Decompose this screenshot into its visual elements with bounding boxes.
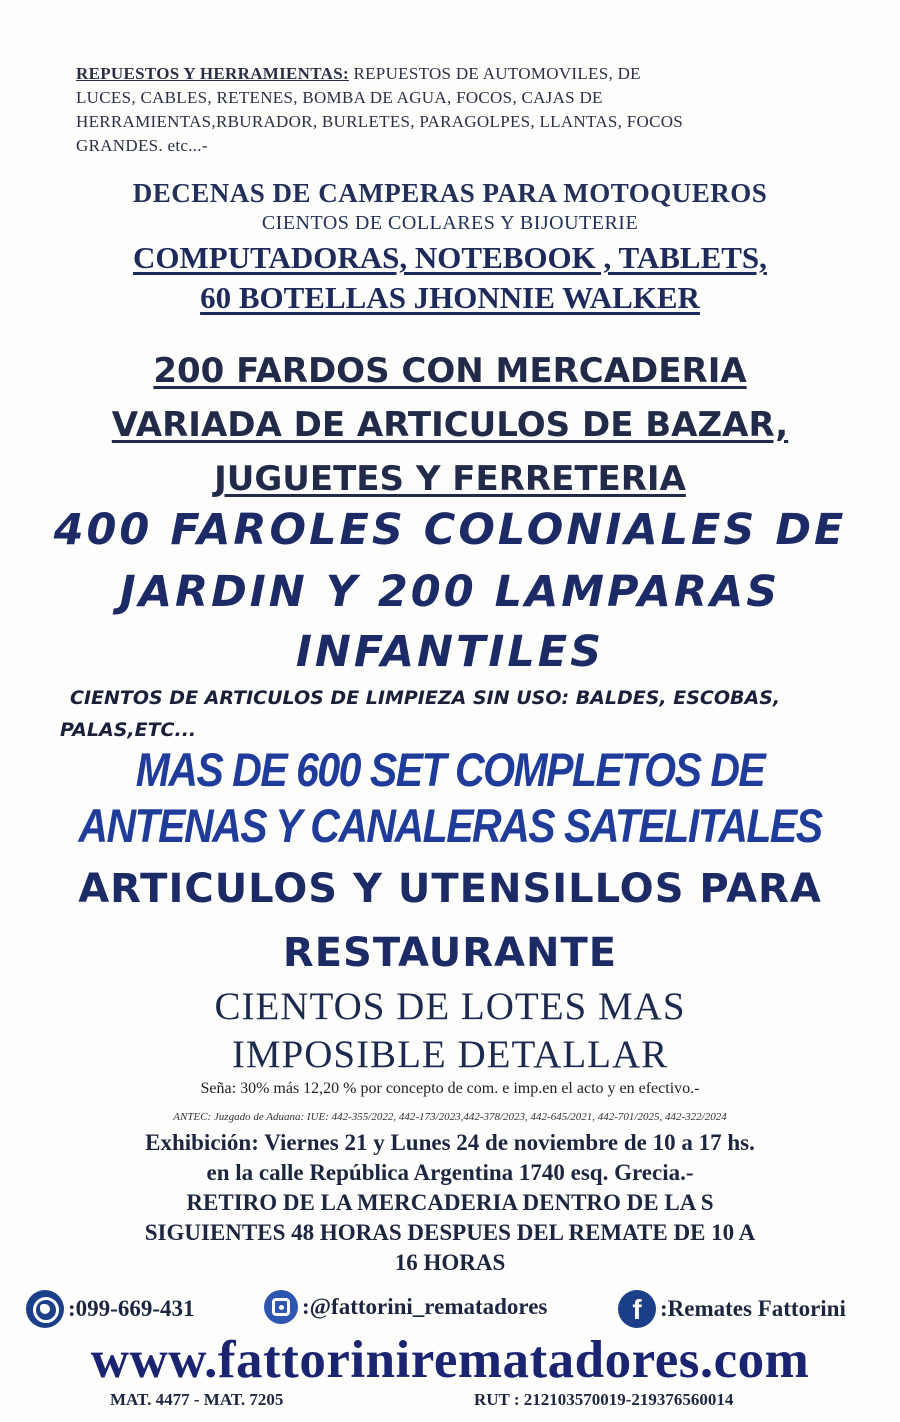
instagram-handle: :@fattorini_rematadores <box>302 1294 548 1319</box>
botellas-headline <box>0 280 900 316</box>
exhibicion-line-2: en la calle República Argentina 1740 esq. Grecia.- <box>206 1160 694 1185</box>
whatsapp-contact[interactable] <box>26 1290 194 1328</box>
lotes-line-2: IMPOSIBLE DETALLAR <box>231 1033 669 1076</box>
whatsapp-number: :099-669-431 <box>68 1296 195 1321</box>
contact-row <box>0 1290 900 1334</box>
website-link[interactable]: www.fattorinirematadores.com <box>90 1331 810 1389</box>
fardos-line-1 <box>0 344 900 398</box>
retiro-line-2: SIGUIENTES 48 HORAS DESPUES DEL REMATE DE 10 A <box>144 1220 756 1245</box>
lotes-line-1: CIENTOS DE LOTES MAS <box>214 985 686 1028</box>
whatsapp-icon <box>26 1290 64 1328</box>
facebook-glyph: f <box>632 1294 642 1325</box>
restaurante-line-2: RESTAURANTE <box>282 930 618 976</box>
repuestos-paragraph <box>76 62 846 158</box>
computadoras-text: COMPUTADORAS, NOTEBOOK , TABLETS, <box>133 240 767 275</box>
botellas-text: 60 BOTELLAS JHONNIE WALKER <box>200 280 700 315</box>
limpieza-paragraph <box>60 682 860 746</box>
fardos-line-1-text: 200 FARDOS CON MERCADERIA <box>153 351 747 391</box>
fardos-line-2 <box>0 398 900 452</box>
sena-terms: Seña: 30% más 12,20 % por concepto de com. e imp.en el acto y en efectivo.- <box>200 1080 700 1097</box>
restaurante-line-1: ARTICULOS Y UTENSILLOS PARA <box>78 866 822 912</box>
repuestos-line-4: GRANDES. etc...- <box>76 136 208 155</box>
limpieza-line-2: PALAS,ETC... <box>60 719 197 741</box>
facebook-icon <box>618 1290 656 1328</box>
matricula-text: MAT. 4477 - MAT. 7205 <box>110 1390 284 1409</box>
repuestos-line-2: LUCES, CABLES, RETENES, BOMBA DE AGUA, FOCOS, CAJAS DE <box>76 88 603 107</box>
instagram-icon <box>264 1290 298 1324</box>
faroles-line-3: INFANTILES <box>295 627 605 677</box>
antenas-line-1: MAS DE 600 SET COMPLETOS DE <box>135 743 765 797</box>
computadoras-headline <box>0 240 900 276</box>
repuestos-line-1-text: REPUESTOS DE AUTOMOVILES, DE <box>348 64 641 83</box>
antenas-line-2: ANTENAS Y CANALERAS SATELITALES <box>78 799 822 853</box>
antec-terms: ANTEC: Juzgado de Aduana: IUE: 442-355/2022, 442-173/2023,442-378/2023, 442-645/2021, 442-701/2025, 442-322/2024 <box>173 1111 727 1123</box>
retiro-line-1: RETIRO DE LA MERCADERIA DENTRO DE LA S <box>186 1190 714 1215</box>
fardos-line-3 <box>0 452 900 506</box>
repuestos-line-1 <box>76 62 846 86</box>
collares-line: CIENTOS DE COLLARES Y BIJOUTERIE <box>261 212 639 234</box>
facebook-contact[interactable] <box>618 1290 846 1328</box>
facebook-page: :Remates Fattorini <box>660 1296 846 1321</box>
limpieza-line-1: CIENTOS DE ARTICULOS DE LIMPIEZA SIN USO: BALDES, ESCOBAS, <box>70 687 781 709</box>
retiro-line-3: 16 HORAS <box>394 1250 506 1275</box>
repuestos-line-3: HERRAMIENTAS,RBURADOR, BURLETES, PARAGOLPES, LLANTAS, FOCOS <box>76 112 684 131</box>
exhibicion-line-1: Exhibición: Viernes 21 y Lunes 24 de noviembre de 10 a 17 hs. <box>145 1130 755 1155</box>
rut-text: RUT : 212103570019-219376560014 <box>474 1390 734 1409</box>
fardos-line-2-text: VARIADA DE ARTICULOS DE BAZAR, <box>111 405 789 445</box>
fardos-line-3-text: JUGUETES Y FERRETERIA <box>214 459 686 499</box>
faroles-line-2: JARDIN Y 200 LAMPARAS <box>119 567 781 617</box>
repuestos-heading: REPUESTOS Y HERRAMIENTAS: <box>76 64 349 83</box>
faroles-line-1: 400 FAROLES COLONIALES DE <box>53 505 847 555</box>
instagram-contact[interactable] <box>264 1290 547 1324</box>
camperas-headline: DECENAS DE CAMPERAS PARA MOTOQUEROS <box>132 178 768 208</box>
footer <box>0 1390 900 1414</box>
